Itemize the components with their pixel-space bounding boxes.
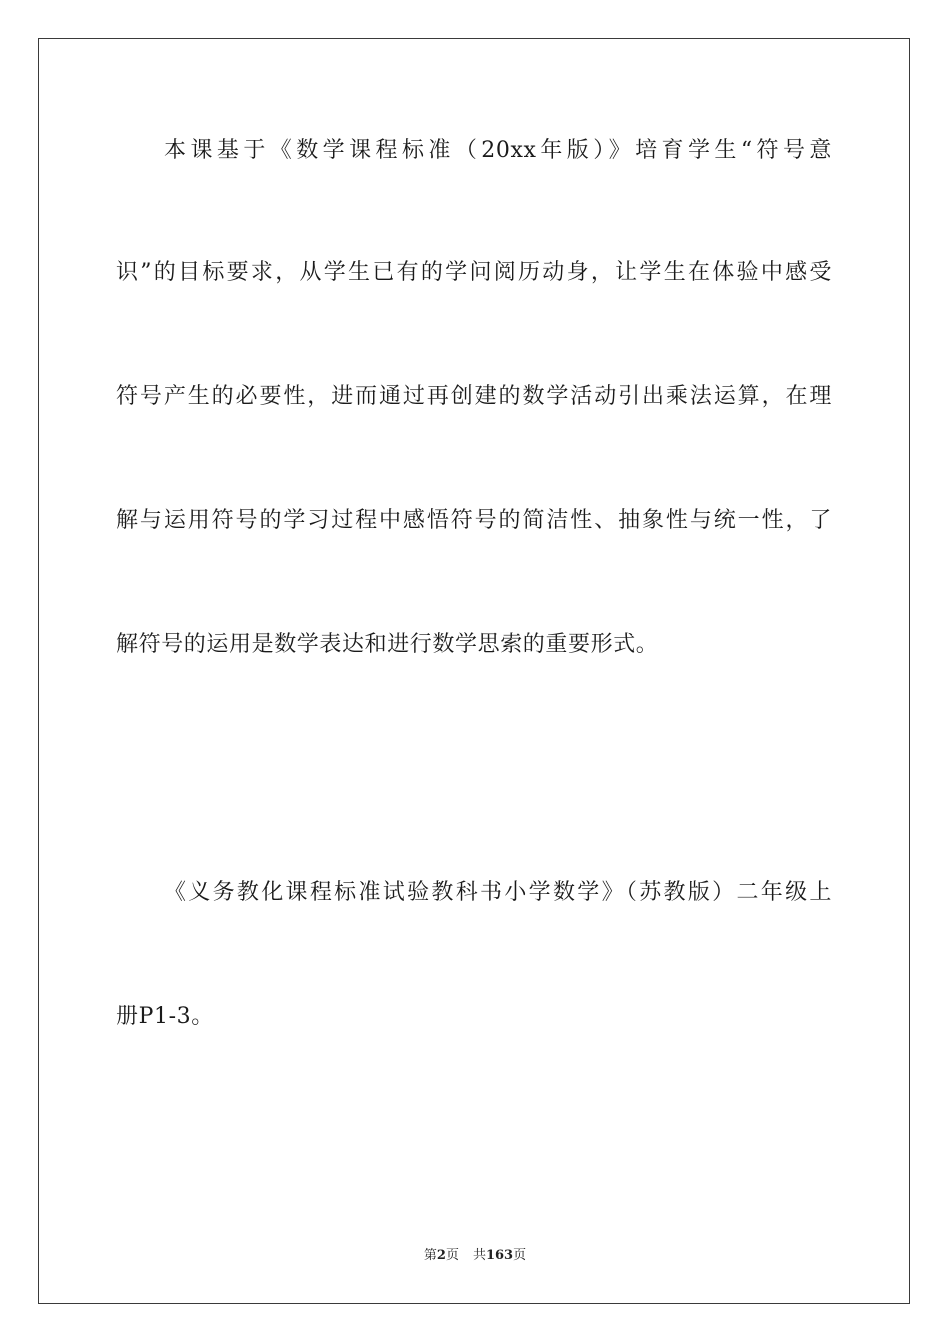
page-prefix: 第 <box>423 1248 437 1263</box>
text-line: 解符号的运用是数学表达和进行数学思索的重要形式。 <box>116 632 659 657</box>
page-border <box>38 38 910 1304</box>
total-prefix: 共 <box>472 1248 486 1263</box>
page-number: 2 <box>436 1248 446 1263</box>
page-suffix: 页 <box>445 1248 459 1263</box>
total-pages: 163 <box>485 1248 514 1263</box>
text-line: 本课基于《数学课程标准（20xx年版）》培育学生“符号意 <box>164 138 832 163</box>
text-line: 识”的目标要求，从学生已有的学问阅历动身，让学生在体验中感受 <box>116 260 832 285</box>
page-footer <box>0 1248 950 1264</box>
text-line: 《义务教化课程标准试验教科书小学数学》（苏教版）二年级上 <box>164 880 832 905</box>
total-suffix: 页 <box>513 1248 527 1263</box>
text-line: 解与运用符号的学习过程中感悟符号的简洁性、抽象性与统一性，了 <box>116 508 832 533</box>
text-line: 册P1-3。 <box>116 1004 214 1029</box>
text-line: 符号产生的必要性，进而通过再创建的数学活动引出乘法运算，在理 <box>116 384 832 409</box>
